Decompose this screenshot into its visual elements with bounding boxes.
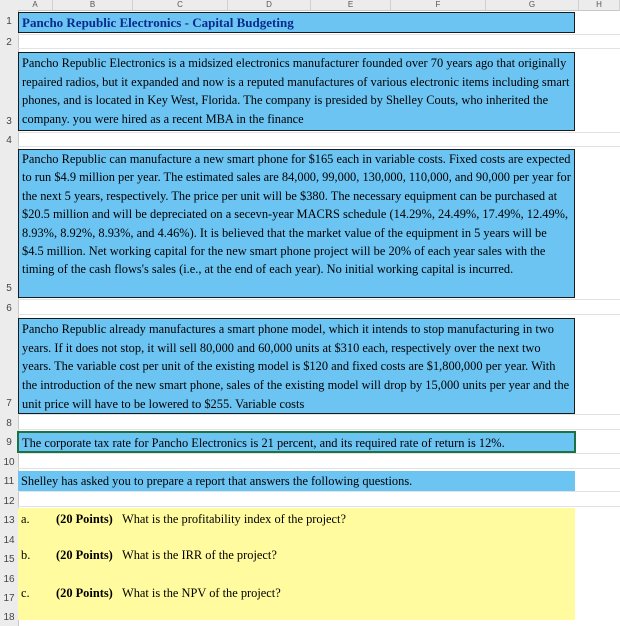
row-number[interactable]: 17 — [3, 593, 15, 604]
question-points: (20 Points) — [56, 586, 113, 600]
column-header-f[interactable]: F — [391, 0, 486, 10]
project-details-cell[interactable]: Pancho Republic can manufacture a new smart phone for $165 each in variable costs. Fixed costs are expected to run $4.9 million per year. The estimated sales are 84,000, 99,000, 130,000, 110,000, and 90,000 per year for the next 5 years, respectively. The price per unit will be $380. The necessary equipment can be purchased at $20.5 million and will be depreciated on a secevn-year MACRS schedule (14.29%, 24.49%, 17.49%, 12.49%, 8.93%, 8.92%, 8.93%, and 4.46%). It is believed that the market value of the equipment in 5 years will be $4.5 million. Net working capital for the new smart phone project will be 20% of each year sales with the timing of the cash flows's sales (i.e., at the end of each year). No initial working capital is incurred. — [18, 149, 575, 298]
row-number[interactable]: 13 — [3, 515, 15, 526]
gridline — [18, 468, 620, 469]
gridline — [18, 429, 620, 430]
question-label: a. — [21, 512, 30, 526]
column-header-h[interactable]: H — [579, 0, 620, 10]
question-a[interactable] — [18, 509, 575, 529]
tax-rate-cell[interactable]: The corporate tax rate for Pancho Electronics is 21 percent, and its required rate of return is 12%. — [18, 432, 575, 452]
row-number[interactable]: 8 — [6, 418, 12, 429]
existing-model-cell[interactable]: Pancho Republic already manufactures a smart phone model, which it intends to stop manufacturing in two years. If it does not stop, it will sell 80,000 and 60,000 units at $310 each, respectively over the next two years. The variable cost per unit of the existing model is $120 and fixed costs are $1,800,000 per year. With the introduction of the new smart phone, sales of the existing model will drop by 15,000 units per year and the unit price will have to be lowered to $255. Variable costs — [18, 318, 575, 414]
question-points: (20 Points) — [56, 512, 113, 526]
question-label: c. — [21, 586, 30, 600]
column-header-g[interactable]: G — [486, 0, 579, 10]
row-number[interactable]: 4 — [6, 135, 12, 146]
question-points: (20 Points) — [56, 548, 113, 562]
gridline — [18, 506, 620, 507]
gridline — [18, 453, 620, 454]
gridline — [18, 491, 620, 492]
gridline — [18, 314, 620, 315]
row-number[interactable]: 6 — [6, 303, 12, 314]
row-number[interactable]: 9 — [6, 437, 12, 448]
gridline — [18, 414, 620, 415]
row-headers — [0, 10, 19, 626]
column-header-e[interactable]: E — [311, 0, 391, 10]
instructions-cell[interactable]: Shelley has asked you to prepare a report that answers the following questions. — [18, 471, 575, 491]
row-number[interactable]: 12 — [3, 496, 15, 507]
question-text: What is the IRR of the project? — [122, 548, 277, 562]
column-header-a[interactable]: A — [18, 0, 53, 10]
column-header-b[interactable]: B — [53, 0, 133, 10]
row-number[interactable]: 2 — [6, 37, 12, 48]
question-c[interactable] — [18, 583, 575, 603]
row-number[interactable]: 15 — [3, 554, 15, 565]
company-description-cell[interactable]: Pancho Republic Electronics is a midsized electronics manufacturer founded over 70 years ago that originally repaired radios, but it expanded and now is a reputed manufactures of various electronic items including smart phones, and is located in Key West, Florida. The company is presided by Shelley Couts, who inherited the company. you were hired as a recent MBA in the finance — [18, 52, 575, 131]
row-number[interactable]: 18 — [3, 612, 15, 623]
question-label: b. — [21, 548, 31, 562]
column-header-d[interactable]: D — [228, 0, 311, 10]
row-number[interactable]: 16 — [3, 574, 15, 585]
column-headers — [0, 0, 620, 11]
gridline — [18, 48, 620, 49]
row-number[interactable]: 3 — [6, 116, 12, 127]
row-number[interactable]: 7 — [6, 398, 12, 409]
column-header-c[interactable]: C — [133, 0, 228, 10]
row-number[interactable]: 11 — [3, 476, 15, 487]
row-number[interactable]: 10 — [3, 457, 15, 468]
row-number[interactable]: 14 — [3, 535, 15, 546]
row-number[interactable]: 1 — [6, 16, 12, 27]
gridline — [18, 34, 620, 35]
question-text: What is the NPV of the project? — [122, 586, 281, 600]
row-number[interactable]: 5 — [6, 283, 12, 294]
gridline — [18, 299, 620, 300]
question-b[interactable] — [18, 545, 575, 565]
gridline — [18, 146, 620, 147]
title-cell[interactable]: Pancho Republic Electronics - Capital Budgeting — [18, 12, 575, 33]
gridline — [18, 132, 620, 133]
question-text: What is the profitability index of the project? — [122, 512, 346, 526]
